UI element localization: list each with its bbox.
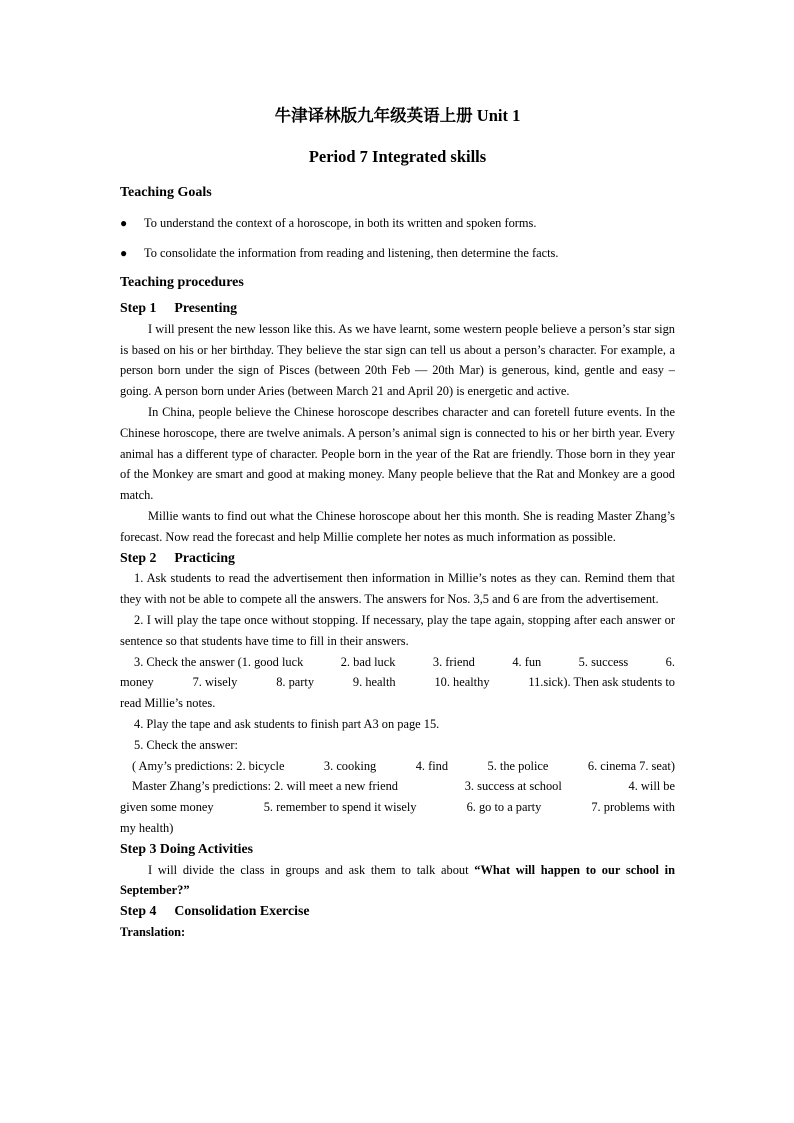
answer-text: 6. xyxy=(665,654,675,669)
answer-text: 4. find xyxy=(415,758,449,773)
step2-label: Step 2 xyxy=(120,549,157,565)
goal-item xyxy=(120,212,675,234)
answer-text: 6. go to a party xyxy=(466,800,542,815)
document-page xyxy=(120,104,675,943)
step2-item-4: 4. Play the tape and ask students to finish part A3 on page 15. xyxy=(134,716,440,731)
answer-text: 11.sick). Then ask students to xyxy=(528,675,675,690)
answer-text: money xyxy=(120,675,154,690)
step2-heading xyxy=(120,548,675,569)
answer-text: 4. will be xyxy=(628,779,675,794)
answer-text: 8. party xyxy=(276,675,315,690)
step2-item-3-line: read Millie’s notes. xyxy=(120,696,216,711)
answer-text: 5. success xyxy=(578,654,629,669)
step1-paragraph: Millie wants to find out what the Chinese horoscope about her this month. She is reading Master Zhang’s forecast. Now read the forecast and help Millie complete her notes as much information as possible. xyxy=(120,508,675,544)
step2-item-5: 5. Check the answer: xyxy=(134,737,238,752)
answer-text: 7. wisely xyxy=(192,675,238,690)
answer-text: 10. healthy xyxy=(434,675,490,690)
step2-item-2: 2. I will play the tape once without stopping. If necessary, play the tape again, stopping after each answer or sentence so that students have time to fill in their answers. xyxy=(120,612,675,648)
answer-text: Master Zhang’s predictions: 2. will meet a new friend xyxy=(132,779,398,794)
answer-text: 7. problems with xyxy=(591,800,675,815)
answer-text: 5. remember to spend it wisely xyxy=(263,800,417,815)
bullet-icon: ● xyxy=(120,246,128,260)
teaching-goals-heading: Teaching Goals xyxy=(120,185,212,200)
goal-text: To consolidate the information from reading and listening, then determine the facts. xyxy=(144,246,559,260)
teaching-procedures-heading: Teaching procedures xyxy=(120,275,244,290)
step4-heading xyxy=(120,901,675,922)
step3-heading: Step 3 Doing Activities xyxy=(120,840,253,856)
step3-bold-text: “What will happen to our school in September?” xyxy=(120,862,675,898)
step4-name: Consolidation Exercise xyxy=(174,903,310,919)
step2-item-3-line xyxy=(120,652,675,673)
answer-text: ( Amy’s predictions: 2. bicycle xyxy=(132,758,285,773)
answer-text: 3. Check the answer (1. good luck xyxy=(134,654,304,669)
zhang-predictions-line xyxy=(120,776,675,797)
step1-label: Step 1 xyxy=(120,300,157,315)
step1-paragraph: I will present the new lesson like this. As we have learnt, some western people believe a person’s star sign is based on his or her birthday. They believe the star sign can tell us about a person’s character. For example, a person born under the sign of Pisces (between 20th Feb — 20th Mar) is generous, kind, gentle and easy – going. A person born under Aries (between March 21 and April 20) is energetic and active. xyxy=(120,321,675,399)
answer-text: 5. the police xyxy=(487,758,549,773)
step1-paragraph: In China, people believe the Chinese horoscope describes character and can foretell future events. In the Chinese horoscope, there are twelve animals. A person’s animal sign is connected to his or her birth year. Every animal has a different type of character. People born in the year of the Rat are friendly. Those born in they year of the Monkey are smart and good at making money. Many people believe that the Rat and Monkey are a good match. xyxy=(120,404,675,503)
answer-text: 4. fun xyxy=(512,654,542,669)
step4-label: Step 4 xyxy=(120,903,157,919)
step2-name: Practicing xyxy=(174,549,235,565)
translation-label: Translation: xyxy=(120,924,186,939)
document-subtitle: Period 7 Integrated skills xyxy=(308,147,487,166)
bullet-icon: ● xyxy=(120,216,128,230)
answer-text: 3. cooking xyxy=(323,758,377,773)
step2-item-1: 1. Ask students to read the advertisement then information in Millie’s notes as they can. Remind them that they with not be able to compete all the answers. The answers for Nos. 3,5 and 6 are from the advertisement. xyxy=(120,571,675,607)
teaching-goals-list xyxy=(120,212,675,264)
step1-heading xyxy=(120,298,675,319)
answer-text: given some money xyxy=(120,800,214,815)
step2-item-3-line xyxy=(120,672,675,693)
goal-item xyxy=(120,242,675,264)
goal-text: To understand the context of a horoscope, in both its written and spoken forms. xyxy=(144,216,537,230)
answer-text: 3. friend xyxy=(432,654,475,669)
amy-predictions-line xyxy=(120,756,675,777)
zhang-predictions-line xyxy=(120,797,675,818)
answer-text: 3. success at school xyxy=(464,779,562,794)
document-title: 牛津译林版九年级英语上册 Unit 1 xyxy=(274,106,521,125)
answer-text: 2. bad luck xyxy=(340,654,396,669)
answer-text: 9. health xyxy=(352,675,396,690)
step1-name: Presenting xyxy=(174,300,238,315)
step3-paragraph xyxy=(120,860,675,902)
step3-text: I will divide the class in groups and ask them to talk about xyxy=(148,862,475,877)
answer-text: 6. cinema 7. seat) xyxy=(587,758,675,773)
zhang-predictions-line: my health) xyxy=(120,820,174,835)
